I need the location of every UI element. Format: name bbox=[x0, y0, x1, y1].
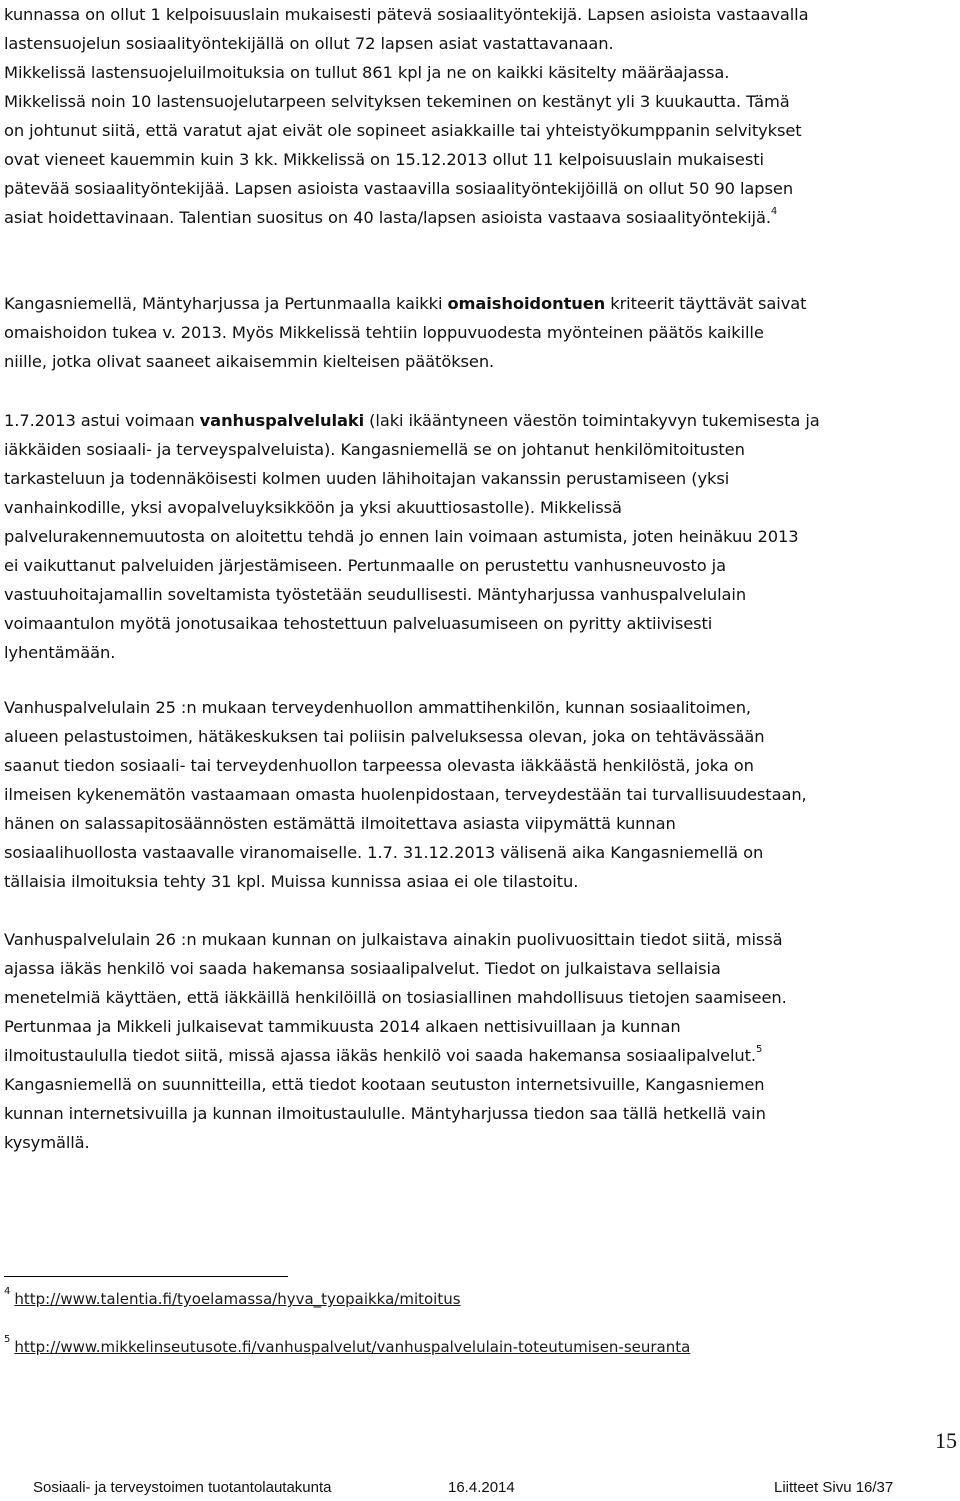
text-line bbox=[4, 1041, 956, 1070]
footnote-divider bbox=[4, 1276, 288, 1277]
bold-term-vanhuspalvelulaki: vanhuspalvelulaki bbox=[199, 411, 365, 430]
text-line: vastuuhoitajamallin soveltamista työstetään seudullisesti. Mäntyharjussa vanhuspalvelulain bbox=[4, 585, 747, 604]
text-run: Kangasniemellä, Mäntyharjussa ja Pertunmaalla kaikki bbox=[4, 294, 448, 313]
footnote-number: 4 bbox=[4, 1286, 11, 1297]
text-line: saanut tiedon sosiaali- tai terveydenhuollon tarpeessa olevasta iäkkäästä henkilöstä, joka on bbox=[4, 756, 754, 775]
footer-page-reference: Liitteet Sivu 16/37 bbox=[774, 1479, 894, 1496]
footnote-5 bbox=[4, 1334, 691, 1356]
text-run: 1.7.2013 astui voimaan bbox=[4, 411, 200, 430]
text-line: Vanhuspalvelulain 25 :n mukaan terveydenhuollon ammattihenkilön, kunnan sosiaalitoimen, bbox=[4, 698, 752, 717]
text-line: hänen on salassapitosäännösten estämättä ilmoitettava asiasta viipymättä kunnan bbox=[4, 814, 676, 833]
text-line: kunnassa on ollut 1 kelpoisuuslain mukaisesti pätevä sosiaalityöntekijä. Lapsen asioista vastaavalla bbox=[4, 5, 809, 24]
footnote-link[interactable]: http://www.talentia.fi/tyoelamassa/hyva_tyopaikka/mitoitus bbox=[14, 1290, 461, 1308]
text-line: palvelurakennemuutosta on aloitettu tehdä jo ennen lain voimaan astumista, joten heinäkuu 2013 bbox=[4, 527, 799, 546]
text-line: tarkasteluun ja todennäköisesti kolmen uuden lähihoitajan vakanssin perustamiseen (yksi bbox=[4, 469, 730, 488]
text-line: omaishoidon tukea v. 2013. Myös Mikkelissä tehtiin loppuvuodesta myönteinen päätös kaikille bbox=[4, 323, 764, 342]
text-line: Mikkelissä noin 10 lastensuojelutarpeen selvityksen tekeminen on kestänyt yli 3 kuukautta. Tämä bbox=[4, 92, 790, 111]
footnote-ref-5[interactable]: 5 bbox=[755, 1044, 763, 1055]
footnote-ref-4[interactable]: 4 bbox=[770, 206, 778, 217]
text-line: on johtunut siitä, että varatut ajat eivät ole sopineet asiakkaille tai yhteistyökumppanin selvitykset bbox=[4, 121, 802, 140]
footnote-link[interactable]: http://www.mikkelinseutusote.fi/vanhuspalvelut/vanhuspalvelulain-toteutumisen-seuranta bbox=[14, 1338, 691, 1356]
paragraph-informal-care bbox=[4, 289, 956, 376]
paragraph-child-welfare-mikkeli bbox=[4, 58, 956, 232]
text-line: voimaantulon myötä jonotusaikaa tehostettuun palveluasumiseen on pyritty aktiivisesti bbox=[4, 614, 713, 633]
text-line: lastensuojelun sosiaalityöntekijällä on ollut 72 lapsen asiat vastattavanaan. bbox=[4, 34, 614, 53]
text-line: Vanhuspalvelulain 26 :n mukaan kunnan on julkaistava ainakin puolivuosittain tiedot siitä, missä bbox=[4, 930, 783, 949]
text-line: kunnan internetsivuilla ja kunnan ilmoitustaululle. Mäntyharjussa tiedon saa tällä hetkellä vain bbox=[4, 1104, 766, 1123]
text-line: ovat vieneet kauemmin kuin 3 kk. Mikkelissä on 15.12.2013 ollut 11 kelpoisuuslain mukaisesti bbox=[4, 150, 764, 169]
footer-date: 16.4.2014 bbox=[448, 1479, 515, 1496]
paragraph-section-26 bbox=[4, 925, 956, 1157]
text-line: ilmeisen kykenemätön vastaamaan omasta huolenpidostaan, terveydestään tai turvallisuudestaan, bbox=[4, 785, 807, 804]
text-line-content: asiat hoidettavinaan. Talentian suositus on 40 lasta/lapsen asioista vastaava sosiaalityöntekijä. bbox=[4, 208, 771, 227]
text-line: ei vaikuttanut palveluiden järjestämiseen. Pertunmaalle on perustettu vanhusneuvosto ja bbox=[4, 556, 726, 575]
paragraph-child-welfare-kangasniemi bbox=[4, 0, 956, 58]
text-line: Pertunmaa ja Mikkeli julkaisevat tammikuusta 2014 alkaen nettisivuillaan ja kunnan bbox=[4, 1017, 681, 1036]
text-line: pätevää sosiaalityöntekijää. Lapsen asioista vastaavilla sosiaalityöntekijöillä on ollut 50 90 lapsen bbox=[4, 179, 794, 198]
text-line bbox=[4, 203, 956, 232]
text-line: menetelmiä käyttäen, että iäkkäillä henkilöillä on tosiasiallinen mahdollisuus tietojen saamiseen. bbox=[4, 988, 787, 1007]
footnote-number: 5 bbox=[4, 1334, 11, 1345]
text-line: Kangasniemellä on suunnitteilla, että tiedot kootaan seutuston internetsivuille, Kangasniemen bbox=[4, 1075, 765, 1094]
text-line: vanhainkodille, yksi avopalveluyksikköön ja yksi akuuttiosastolle). Mikkelissä bbox=[4, 498, 622, 517]
text-line: tällaisia ilmoituksia tehty 31 kpl. Muissa kunnissa asiaa ei ole tilastoitu. bbox=[4, 872, 579, 891]
text-line: sosiaalihuollosta vastaavalle viranomaiselle. 1.7. 31.12.2013 välisenä aika Kangasniemellä on bbox=[4, 843, 764, 862]
text-line: iäkkäiden sosiaali- ja terveyspalveluista). Kangasniemellä se on johtanut henkilömitoitusten bbox=[4, 440, 745, 459]
footnote-4 bbox=[4, 1286, 461, 1308]
text-line: niille, jotka olivat saaneet aikaisemmin kielteisen päätöksen. bbox=[4, 352, 495, 371]
page-number: 15 bbox=[935, 1428, 957, 1453]
text-line bbox=[4, 289, 956, 318]
bold-term-omaishoidontuen: omaishoidontuen bbox=[447, 294, 606, 313]
text-line-content: ilmoitustaululla tiedot siitä, missä ajassa iäkäs henkilö voi saada hakemansa sosiaalipalvelut. bbox=[4, 1046, 756, 1065]
paragraph-section-25 bbox=[4, 693, 956, 896]
paragraph-elderly-services-act bbox=[4, 406, 956, 667]
text-line: lyhentämään. bbox=[4, 643, 116, 662]
text-run: (laki ikääntyneen väestön toimintakyvyn tukemisesta ja bbox=[364, 411, 820, 430]
footer-committee: Sosiaali- ja terveystoimen tuotantolautakunta bbox=[33, 1479, 332, 1496]
text-line: Mikkelissä lastensuojeluilmoituksia on tullut 861 kpl ja ne on kaikki käsitelty määräajassa. bbox=[4, 63, 730, 82]
text-line: kysymällä. bbox=[4, 1133, 90, 1152]
text-run: kriteerit täyttävät saivat bbox=[605, 294, 807, 313]
text-line: ajassa iäkäs henkilö voi saada hakemansa sosiaalipalvelut. Tiedot on julkaistava sellaisia bbox=[4, 959, 721, 978]
text-line bbox=[4, 406, 956, 435]
text-line: alueen pelastustoimen, hätäkeskuksen tai poliisin palveluksessa olevan, joka on tehtävässään bbox=[4, 727, 765, 746]
